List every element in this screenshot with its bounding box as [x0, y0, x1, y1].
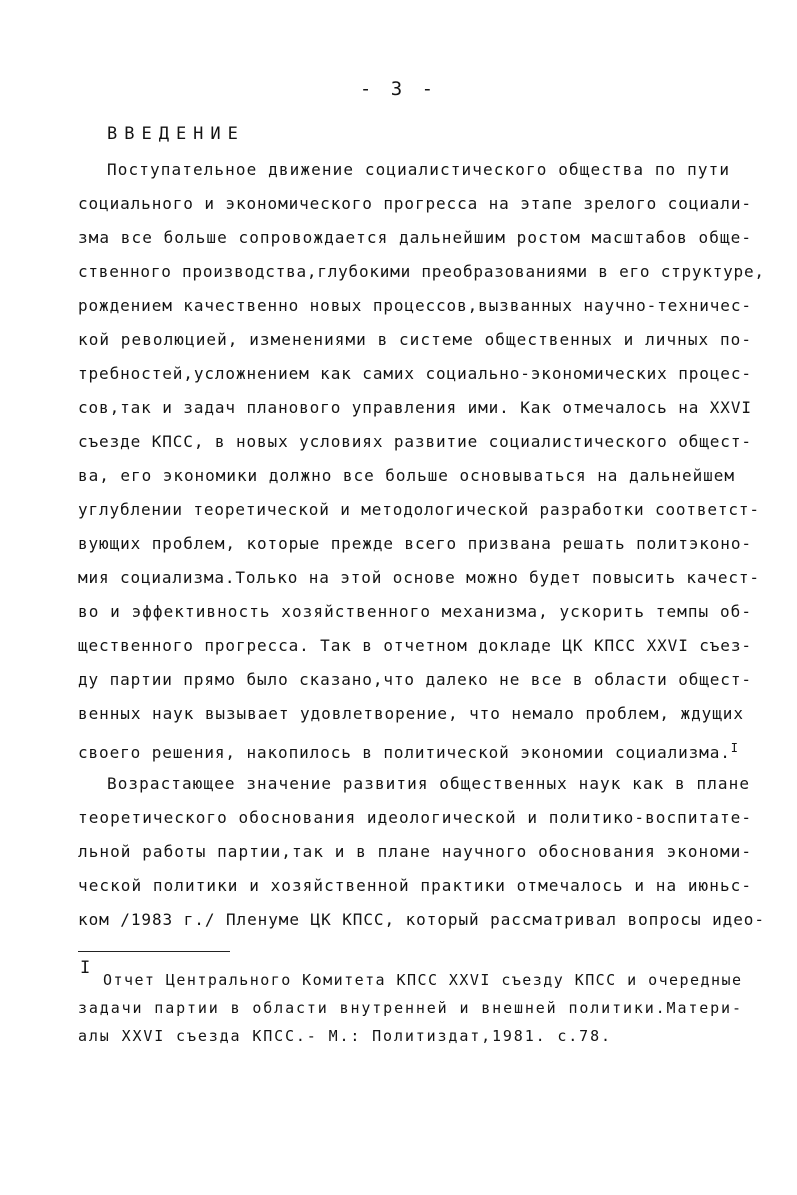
body-line: требностей,усложнением как самих социально-экономических процес-: [78, 364, 752, 383]
footnote-divider: [78, 951, 230, 952]
body-line: рождением качественно новых процессов,вызванных научно-техничес-: [78, 296, 752, 315]
body-line: ственного производства,глубокими преобразованиями в его структуре,: [78, 262, 765, 281]
body-line-text: своего решения, накопилось в политической экономии социализма.: [78, 743, 731, 762]
body-line: Возрастающее значение развития общественных наук как в плане: [107, 774, 751, 793]
body-line: сов,так и задач планового управления ими. Как отмечалось на XXVI: [78, 398, 752, 417]
body-line: ческой политики и хозяйственной практики отмечалось и на июньс-: [78, 876, 753, 895]
body-line: щественного прогресса. Так в отчетном докладе ЦК КПСС XXVI съез-: [78, 636, 752, 655]
body-line: льной работы партии,так и в плане научного обоснования экономи-: [78, 842, 753, 861]
body-line: съезде КПСС, в новых условиях развитие социалистического общест-: [78, 432, 752, 451]
footnote-line: задачи партии в области внутренней и внешней политики.Матери-: [78, 999, 743, 1017]
body-line: [78, 737, 739, 762]
body-line: ком /1983 г./ Пленуме ЦК КПСС, который рассматривал вопросы идео-: [78, 910, 765, 929]
body-line: мия социализма.Только на этой основе можно будет повысить качест-: [78, 568, 760, 587]
section-heading: ВВЕДЕНИЕ: [107, 124, 245, 144]
body-line: теоретического обоснования идеологической и политико-воспитате-: [78, 808, 753, 827]
body-line: углублении теоретической и методологической разработки соответст-: [78, 500, 760, 519]
body-line: венных наук вызывает удовлетворение, что немало проблем, ждущих: [78, 704, 744, 723]
footnote-marker: I: [80, 958, 91, 978]
body-line: ва, его экономики должно все больше основываться на дальнейшем: [78, 466, 735, 485]
page-number: - 3 -: [359, 78, 438, 100]
body-line: социального и экономического прогресса на этапе зрелого социали-: [78, 194, 752, 213]
body-line: вующих проблем, которые прежде всего призвана решать политэконо-: [78, 534, 752, 553]
footnote-reference: I: [730, 741, 739, 755]
body-line: во и эффективность хозяйственного механизма, ускорить темпы об-: [78, 602, 753, 621]
body-line: кой революцией, изменениями в системе общественных и личных по-: [78, 330, 753, 349]
body-line: ду партии прямо было сказано,что далеко не все в области общест-: [78, 670, 752, 689]
footnote-line: Отчет Центрального Комитета КПСС XXVI съезду КПСС и очередные: [103, 971, 743, 989]
body-line: зма все больше сопровождается дальнейшим ростом масштабов обще-: [78, 228, 753, 247]
body-line: Поступательное движение социалистического общества по пути: [107, 160, 731, 179]
footnote-line: алы XXVI съезда КПСС.- М.: Политиздат,1981. с.78.: [78, 1027, 612, 1045]
